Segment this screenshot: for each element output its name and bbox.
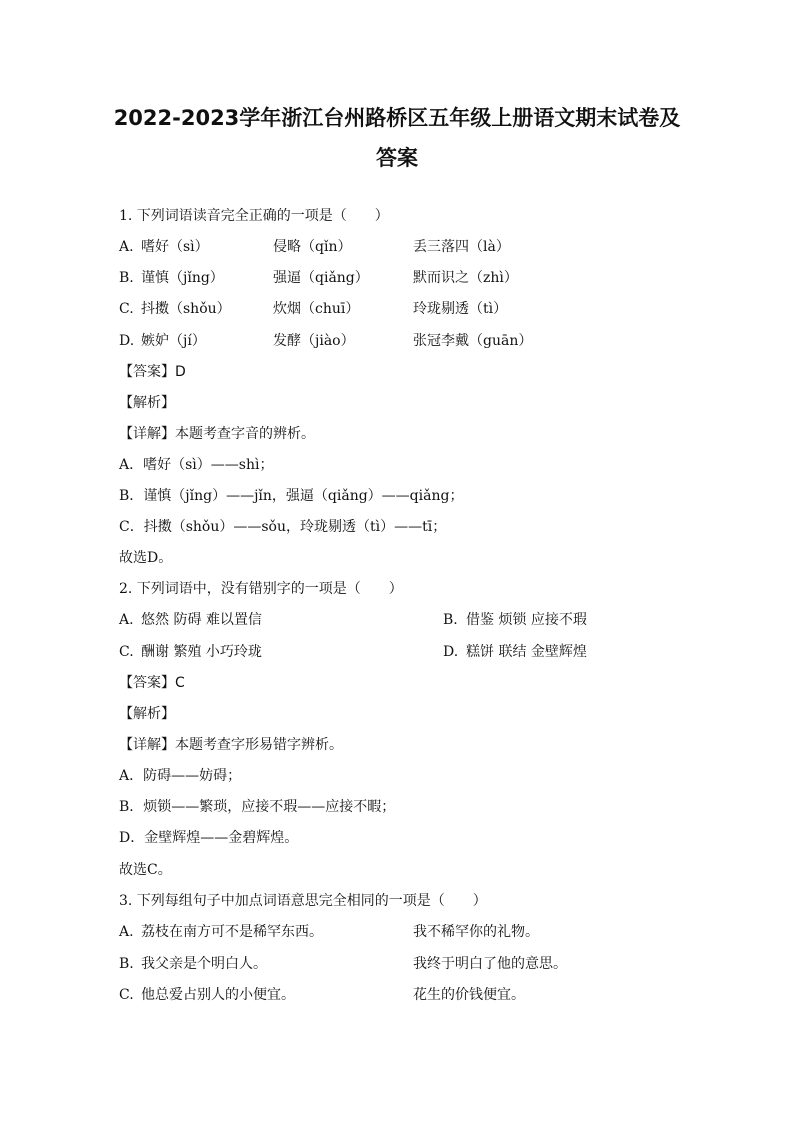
option-sentence: 他总爱占别人的小便宜。 [141, 987, 295, 1003]
q1-explain-c: C．抖擞（shǒu）——sǒu，玲珑剔透（tì）——tī； [119, 519, 447, 535]
option-word: 侵略（qǐn） [273, 239, 352, 255]
option-label: C. [119, 987, 134, 1003]
q1-conclusion: 故选D。 [119, 550, 173, 566]
document-title-line2: 答案 [376, 146, 418, 170]
option-word: 张冠李戴（guān） [413, 333, 533, 349]
option-label: B. [119, 270, 134, 286]
option-word: 发酵（jiào） [273, 333, 355, 349]
q1-explain-a: A．嗜好（sì）——shì； [119, 457, 274, 473]
option-word: 嫉妒（jí） [141, 333, 206, 349]
option-word: 玲珑剔透（tì） [413, 301, 508, 317]
option-label: A. [119, 612, 134, 628]
option-label: A. [119, 239, 134, 255]
question-1-stem: 1. 下列词语读音完全正确的一项是（ ） [119, 208, 389, 224]
option-text: 糕饼 联结 金壁辉煌 [466, 644, 587, 660]
option-label: D. [119, 333, 135, 349]
option-text: 借鉴 烦锁 应接不瑕 [466, 612, 587, 628]
option-text: 酬谢 繁殖 小巧玲珑 [141, 644, 262, 660]
q1-explain-b: B．谨慎（jǐng）——jǐn，强逼（qiǎng）——qiǎng； [119, 488, 464, 504]
q2-explain-d: D．金壁辉煌——金碧辉煌。 [119, 830, 299, 846]
option-sentence: 花生的价钱便宜。 [413, 987, 525, 1003]
q2-explain-b: B．烦锁——繁琐，应接不瑕——应接不暇； [119, 799, 396, 815]
option-label: A. [119, 924, 134, 940]
option-word: 强逼（qiǎng） [273, 270, 369, 286]
option-text: 悠然 防碍 难以置信 [141, 612, 262, 628]
option-label: C. [119, 644, 134, 660]
document-title-line1: 2022-2023学年浙江台州路桥区五年级上册语文期末试卷及 [113, 106, 681, 130]
q2-detail: 【详解】本题考查字形易错字辨析。 [119, 737, 343, 753]
option-sentence: 我父亲是个明白人。 [141, 956, 267, 972]
question-3-stem: 3. 下列每组句子中加点词语意思完全相同的一项是（ ） [119, 893, 487, 909]
option-sentence: 我终于明白了他的意思。 [413, 956, 567, 972]
question-2-stem: 2. 下列词语中，没有错别字的一项是（ ） [119, 581, 403, 597]
q2-conclusion: 故选C。 [119, 862, 172, 878]
q2-explain-a: A．防碍——妨碍； [119, 768, 242, 784]
q2-answer: 【答案】C [119, 675, 185, 691]
option-word: 丢三落四（là） [413, 239, 510, 255]
option-word: 默而识之（zhì） [413, 270, 518, 286]
option-word: 抖擞（shǒu） [141, 301, 231, 317]
option-label: B. [443, 612, 458, 628]
option-label: B. [119, 956, 134, 972]
q1-analysis-label: 【解析】 [119, 395, 175, 411]
option-sentence: 荔枝在南方可不是稀罕东西。 [141, 924, 323, 940]
q1-detail: 【详解】本题考查字音的辨析。 [119, 426, 315, 442]
option-label: C. [119, 301, 134, 317]
q1-answer: 【答案】D [119, 364, 186, 380]
option-word: 嗜好（sì） [141, 239, 209, 255]
q2-analysis-label: 【解析】 [119, 706, 175, 722]
option-word: 炊烟（chuī） [273, 301, 360, 317]
option-word: 谨慎（jǐng） [141, 270, 224, 286]
option-sentence: 我不稀罕你的礼物。 [413, 924, 539, 940]
option-label: D. [443, 644, 459, 660]
